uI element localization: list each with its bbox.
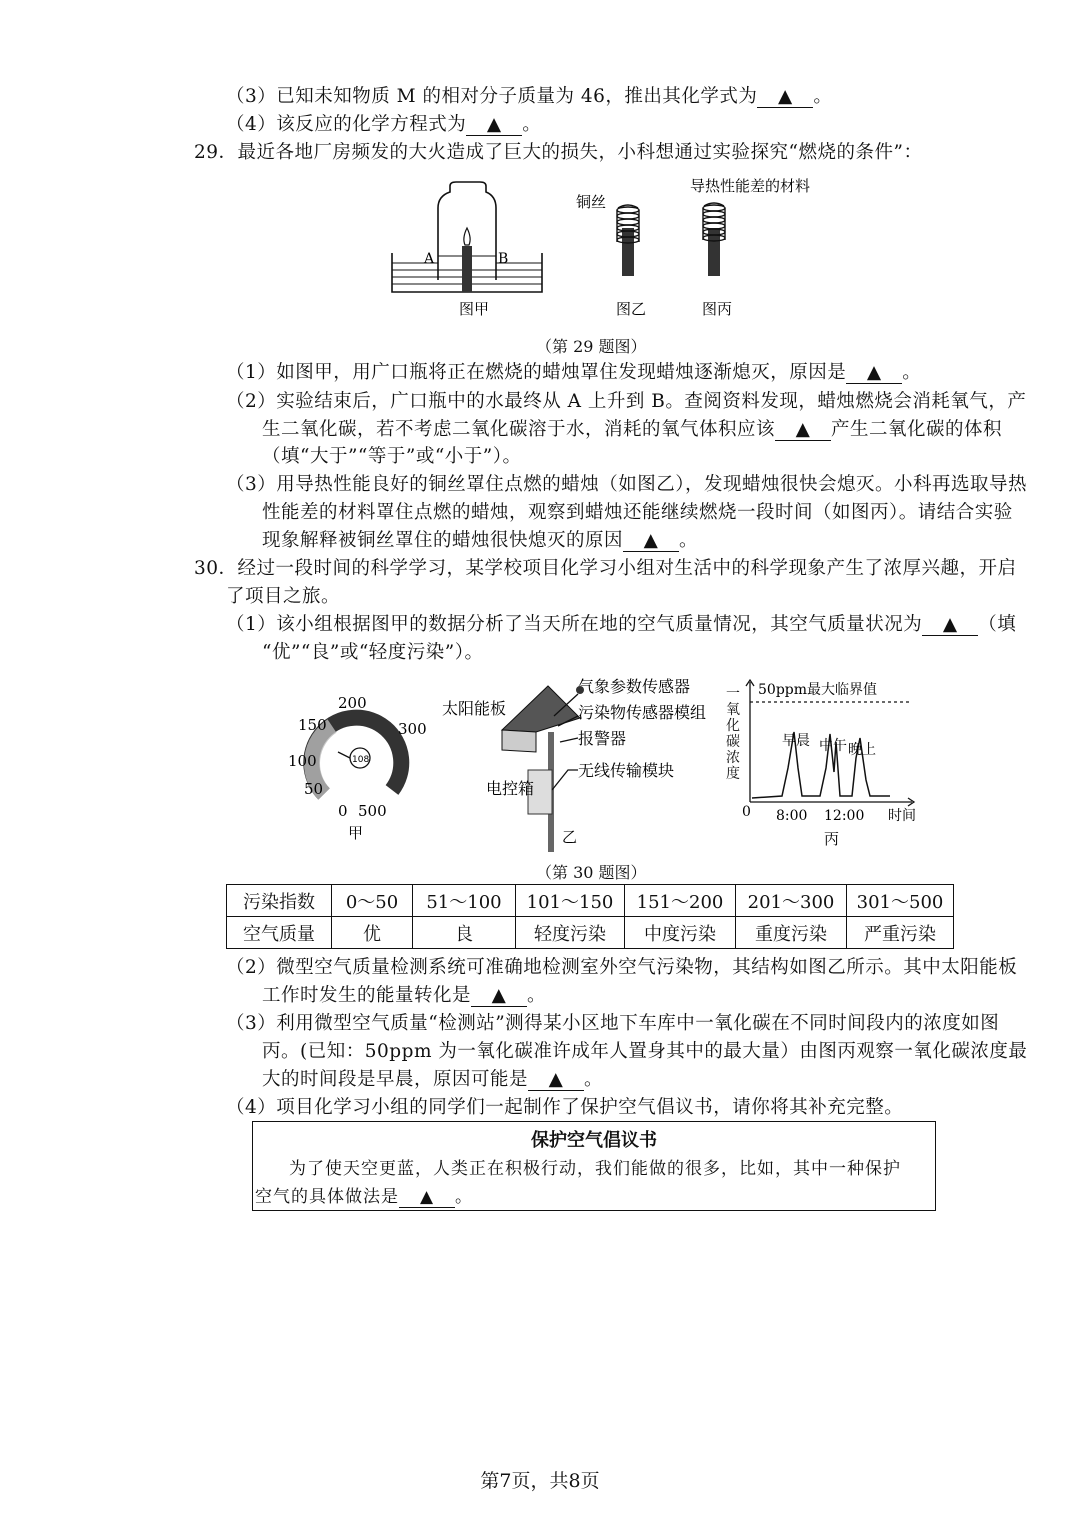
table-cell: 空气质量 [227,917,332,949]
q30-stem-line2: 了项目之旅。 [226,586,341,607]
gauge-tick: 500 [358,802,387,820]
answer-blank[interactable]: ▲ [775,420,831,441]
q28-part4: （4）该反应的化学方程式为 ▲ 。 [226,114,542,135]
peak-label: 晚上 [848,742,876,758]
gauge-tick: 300 [398,720,427,738]
copper-coil-figure [576,193,639,276]
answer-blank[interactable]: ▲ [471,986,527,1007]
q28-part3: （3）已知未知物质 M 的相对分子质量为 46，推出其化学式为 ▲ 。 [226,86,833,107]
label-a: A [424,251,435,267]
q30-stem-line1: 30．经过一段时间的科学学习，某学校项目化学习小组对生活中的科学现象产生了浓厚兴趣，开启 [194,558,1017,579]
q30-part2-line2: 工作时发生的能量转化是 ▲ 。 [262,985,547,1006]
weather-sensor-label: 气象参数传感器 [578,677,691,696]
q29-stem: 29．最近各地厂房频发的大火造成了巨大的损失，小科想通过实验探究“燃烧的条件”： [194,142,923,163]
fig-yi-label: 图乙 [616,300,647,318]
table-cell: 151～200 [625,885,736,917]
q30-part3-line1: （3）利用微型空气质量“检测站”测得某小区地下车库中一氧化碳在不同时间段内的浓度如图 [226,1013,1000,1034]
table-cell: 中度污染 [625,917,736,949]
q30-part1-line1: （1）该小组根据图甲的数据分析了当天所在地的空气质量情况，其空气质量状况为 ▲ （填 [226,614,1017,635]
aqi-table [226,884,954,949]
gauge-tick: 100 [288,752,317,770]
x-tick-label: 8:00 [776,808,808,824]
q30-part3-line3: 大的时间段是早晨，原因可能是 ▲ 。 [262,1069,604,1090]
station-label: 乙 [562,828,578,846]
water-trough-figure [392,182,542,292]
answer-blank[interactable]: ▲ [757,87,813,108]
table-cell: 301～500 [847,885,954,917]
answer-blank[interactable]: ▲ [399,1187,455,1208]
fig30-caption: （第 30 题图） [536,863,647,882]
pollutant-module-label: 污染物传感器模组 [578,703,707,722]
answer-blank[interactable]: ▲ [846,363,902,384]
x-axis-label: 时间 [888,808,916,824]
peak-label: 早晨 [782,733,810,749]
copper-wire-label: 铜丝 [576,193,607,211]
table-row [227,885,954,917]
gauge-tick: 50 [304,780,324,798]
q29-part3-line3: 现象解释被铜丝罩住的蜡烛很快熄灭的原因 ▲ 。 [262,530,699,551]
gauge-tick: 200 [338,694,367,712]
proposal-title: 保护空气倡议书 [531,1130,657,1151]
table-cell: 轻度污染 [516,917,625,949]
q30-part3-line2: 丙。(已知：50ppm 为一氧化碳准许成年人置身其中的最大量）由图丙观察一氧化碳浓度最 [262,1041,1028,1062]
table-cell: 优 [332,917,413,949]
q29-part3-line2: 性能差的材料罩住点燃的蜡烛，观察到蜡烛还能继续燃烧一段时间（如图丙）。请结合实验 [262,502,1013,523]
gauge-tick: 150 [298,716,327,734]
threshold-label: 50ppm最大临界值 [758,682,878,698]
table-cell: 201～300 [736,885,847,917]
co-concentration-chart [722,672,932,852]
fig-jia-label: 图甲 [459,300,490,318]
answer-blank[interactable]: ▲ [623,531,679,552]
table-cell: 重度污染 [736,917,847,949]
q29-part2-line1: （2）实验结束后，广口瓶中的水最终从 A 上升到 B。查阅资料发现，蜡烛燃烧会消耗氧气，产 [226,391,1027,412]
fig-bing-label: 图丙 [702,300,733,318]
q29-part1: （1）如图甲，用广口瓶将正在燃烧的蜡烛罩住发现蜡烛逐渐熄灭，原因是 ▲ 。 [226,362,922,383]
solar-panel-label: 太阳能板 [442,699,507,718]
wireless-module-label: 无线传输模块 [578,761,675,780]
aqi-gauge-figure [280,686,430,846]
table-row [227,917,954,949]
label-b: B [498,251,509,267]
q30-part1-line2: “优”“良”或“轻度污染”）。 [262,642,484,663]
q29-part2-line2: 生二氧化碳，若不考虑二氧化碳溶于水，消耗的氧气体积应该 ▲ 产生二氧化碳的体积 [262,419,1003,440]
alarm-label: 报警器 [578,729,627,748]
poor-material-coil-figure [690,177,810,276]
table-cell: 101～150 [516,885,625,917]
poor-material-label: 导热性能差的材料 [690,177,811,195]
chart-label: 丙 [824,830,840,848]
fig29-caption: （第 29 题图） [536,337,647,356]
gauge-tick: 0 [338,802,348,820]
q29-part2-line3: （填“大于”“等于”或“小于”）。 [262,446,522,467]
y-axis-label: 一氧化碳浓度 [726,686,740,782]
q30-part4-line1: （4）项目化学习小组的同学们一起制作了保护空气倡议书，请你将其补充完整。 [226,1097,904,1118]
answer-blank[interactable]: ▲ [466,115,522,136]
proposal-line2: 空气的具体做法是 ▲ 。 [255,1187,473,1207]
answer-blank[interactable]: ▲ [922,615,978,636]
monitoring-station-figure [440,672,720,852]
gauge-reading: 108 [352,755,370,765]
table-cell: 污染指数 [227,885,332,917]
origin-label: 0 [742,804,751,820]
table-cell: 0～50 [332,885,413,917]
answer-blank[interactable]: ▲ [528,1070,584,1091]
q30-part2-line1: （2）微型空气质量检测系统可准确地检测室外空气污染物，其结构如图乙所示。其中太阳能板 [226,957,1018,978]
table-cell: 良 [413,917,516,949]
q29-part3-line1: （3）用导热性能良好的铜丝罩住点燃的蜡烛（如图乙），发现蜡烛很快会熄灭。小科再选取导热 [226,474,1028,495]
proposal-box [252,1121,936,1211]
q29-figures [380,168,840,328]
peak-label: 中午 [819,738,847,754]
table-cell: 严重污染 [847,917,954,949]
x-tick-label: 12:00 [824,808,865,824]
proposal-line1: 为了使天空更蓝，人类正在积极行动，我们能做的很多，比如，其中一种保护 [289,1159,901,1179]
control-box-label: 电控箱 [486,779,535,798]
page-footer: 第7页，共8页 [480,1470,600,1492]
table-cell: 51～100 [413,885,516,917]
gauge-label: 甲 [348,824,364,842]
